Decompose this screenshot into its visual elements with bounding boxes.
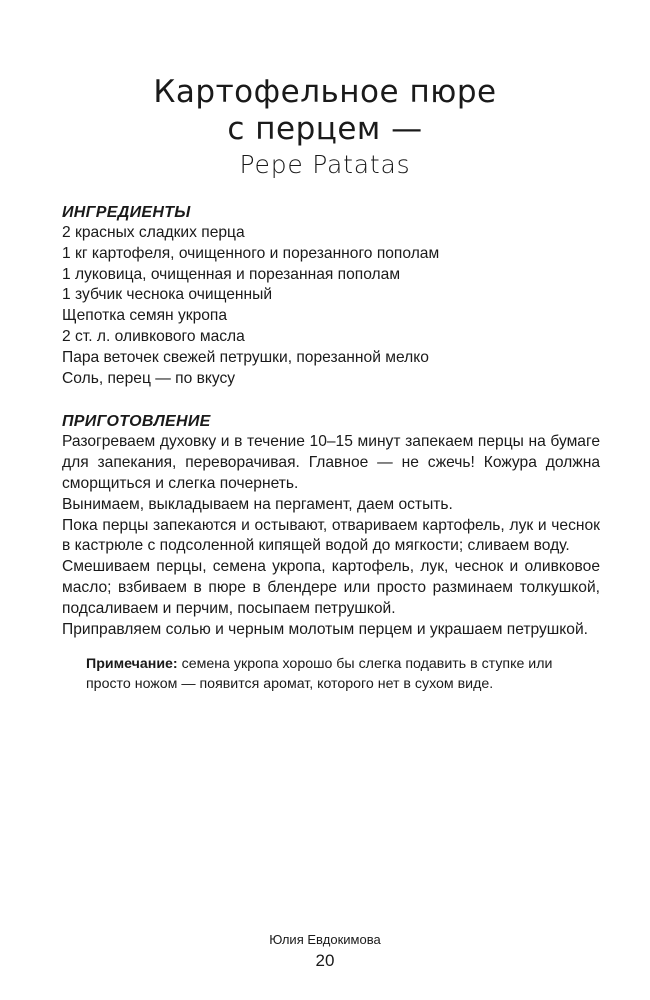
page-number: 20: [315, 951, 335, 970]
preparation-step: Смешиваем перцы, семена укропа, картофель, лук, чеснок и оливковое масло; взбиваем в пюре в блендере или просто разминаем толкушкой, подсаливаем и перчим, посыпаем петрушкой.: [62, 558, 600, 617]
ingredient-item: 1 луковица, очищенная и порезанная пополам: [62, 265, 401, 283]
preparation-steps: [62, 432, 600, 640]
section-spacer: [62, 389, 600, 411]
preparation-step: Приправляем солью и черным молотым перцем и украшаем петрушкой.: [62, 620, 589, 638]
ingredient-item: 2 ст. л. оливкового масла: [62, 327, 245, 345]
preparation-heading: ПРИГОТОВЛЕНИЕ: [62, 413, 211, 431]
ingredient-item: 1 зубчик чеснока очищенный: [62, 286, 273, 304]
preparation-step: Разогреваем духовку и в течение 10–15 минут запекаем перцы на бумаге для запекания, переворачивая. Главное — не сжечь! Кожура должна сморщиться и слегка почернеть.: [62, 433, 600, 492]
note-text: семена укропа хорошо бы слегка подавить в ступке или просто ножом — появится аромат, которого нет в сухом виде.: [86, 656, 553, 693]
ingredient-item: 1 кг картофеля, очищенного и порезанного пополам: [62, 244, 440, 262]
recipe-body: [62, 202, 600, 709]
preparation-step: Вынимаем, выкладываем на пергамент, даем остыть.: [62, 495, 453, 513]
ingredients-heading: ИНГРЕДИЕНТЫ: [62, 204, 191, 221]
recipe-subtitle: Pepe Patatas: [239, 150, 411, 179]
ingredients-list: [62, 223, 600, 389]
ingredient-item: Соль, перец — по вкусу: [62, 369, 236, 387]
recipe-title-line-1: Картофельное пюре: [153, 74, 497, 110]
ingredient-item: Пара веточек свежей петрушки, порезанной мелко: [62, 348, 429, 366]
preparation-step: Пока перцы запекаются и остывают, отвариваем картофель, лук и чеснок в кастрюле с подсоленной кипящей водой до мягкости; сливаем воду.: [62, 516, 600, 555]
recipe-title-line-2: с перцем —: [227, 111, 423, 147]
ingredient-item: Щепотка семян укропа: [62, 307, 228, 325]
ingredient-item: 2 красных сладких перца: [62, 224, 245, 241]
note-label: Примечание:: [86, 656, 178, 673]
recipe-note: [86, 654, 600, 694]
footer-author: Юлия Евдокимова: [269, 932, 381, 947]
recipe-title: [0, 74, 650, 182]
